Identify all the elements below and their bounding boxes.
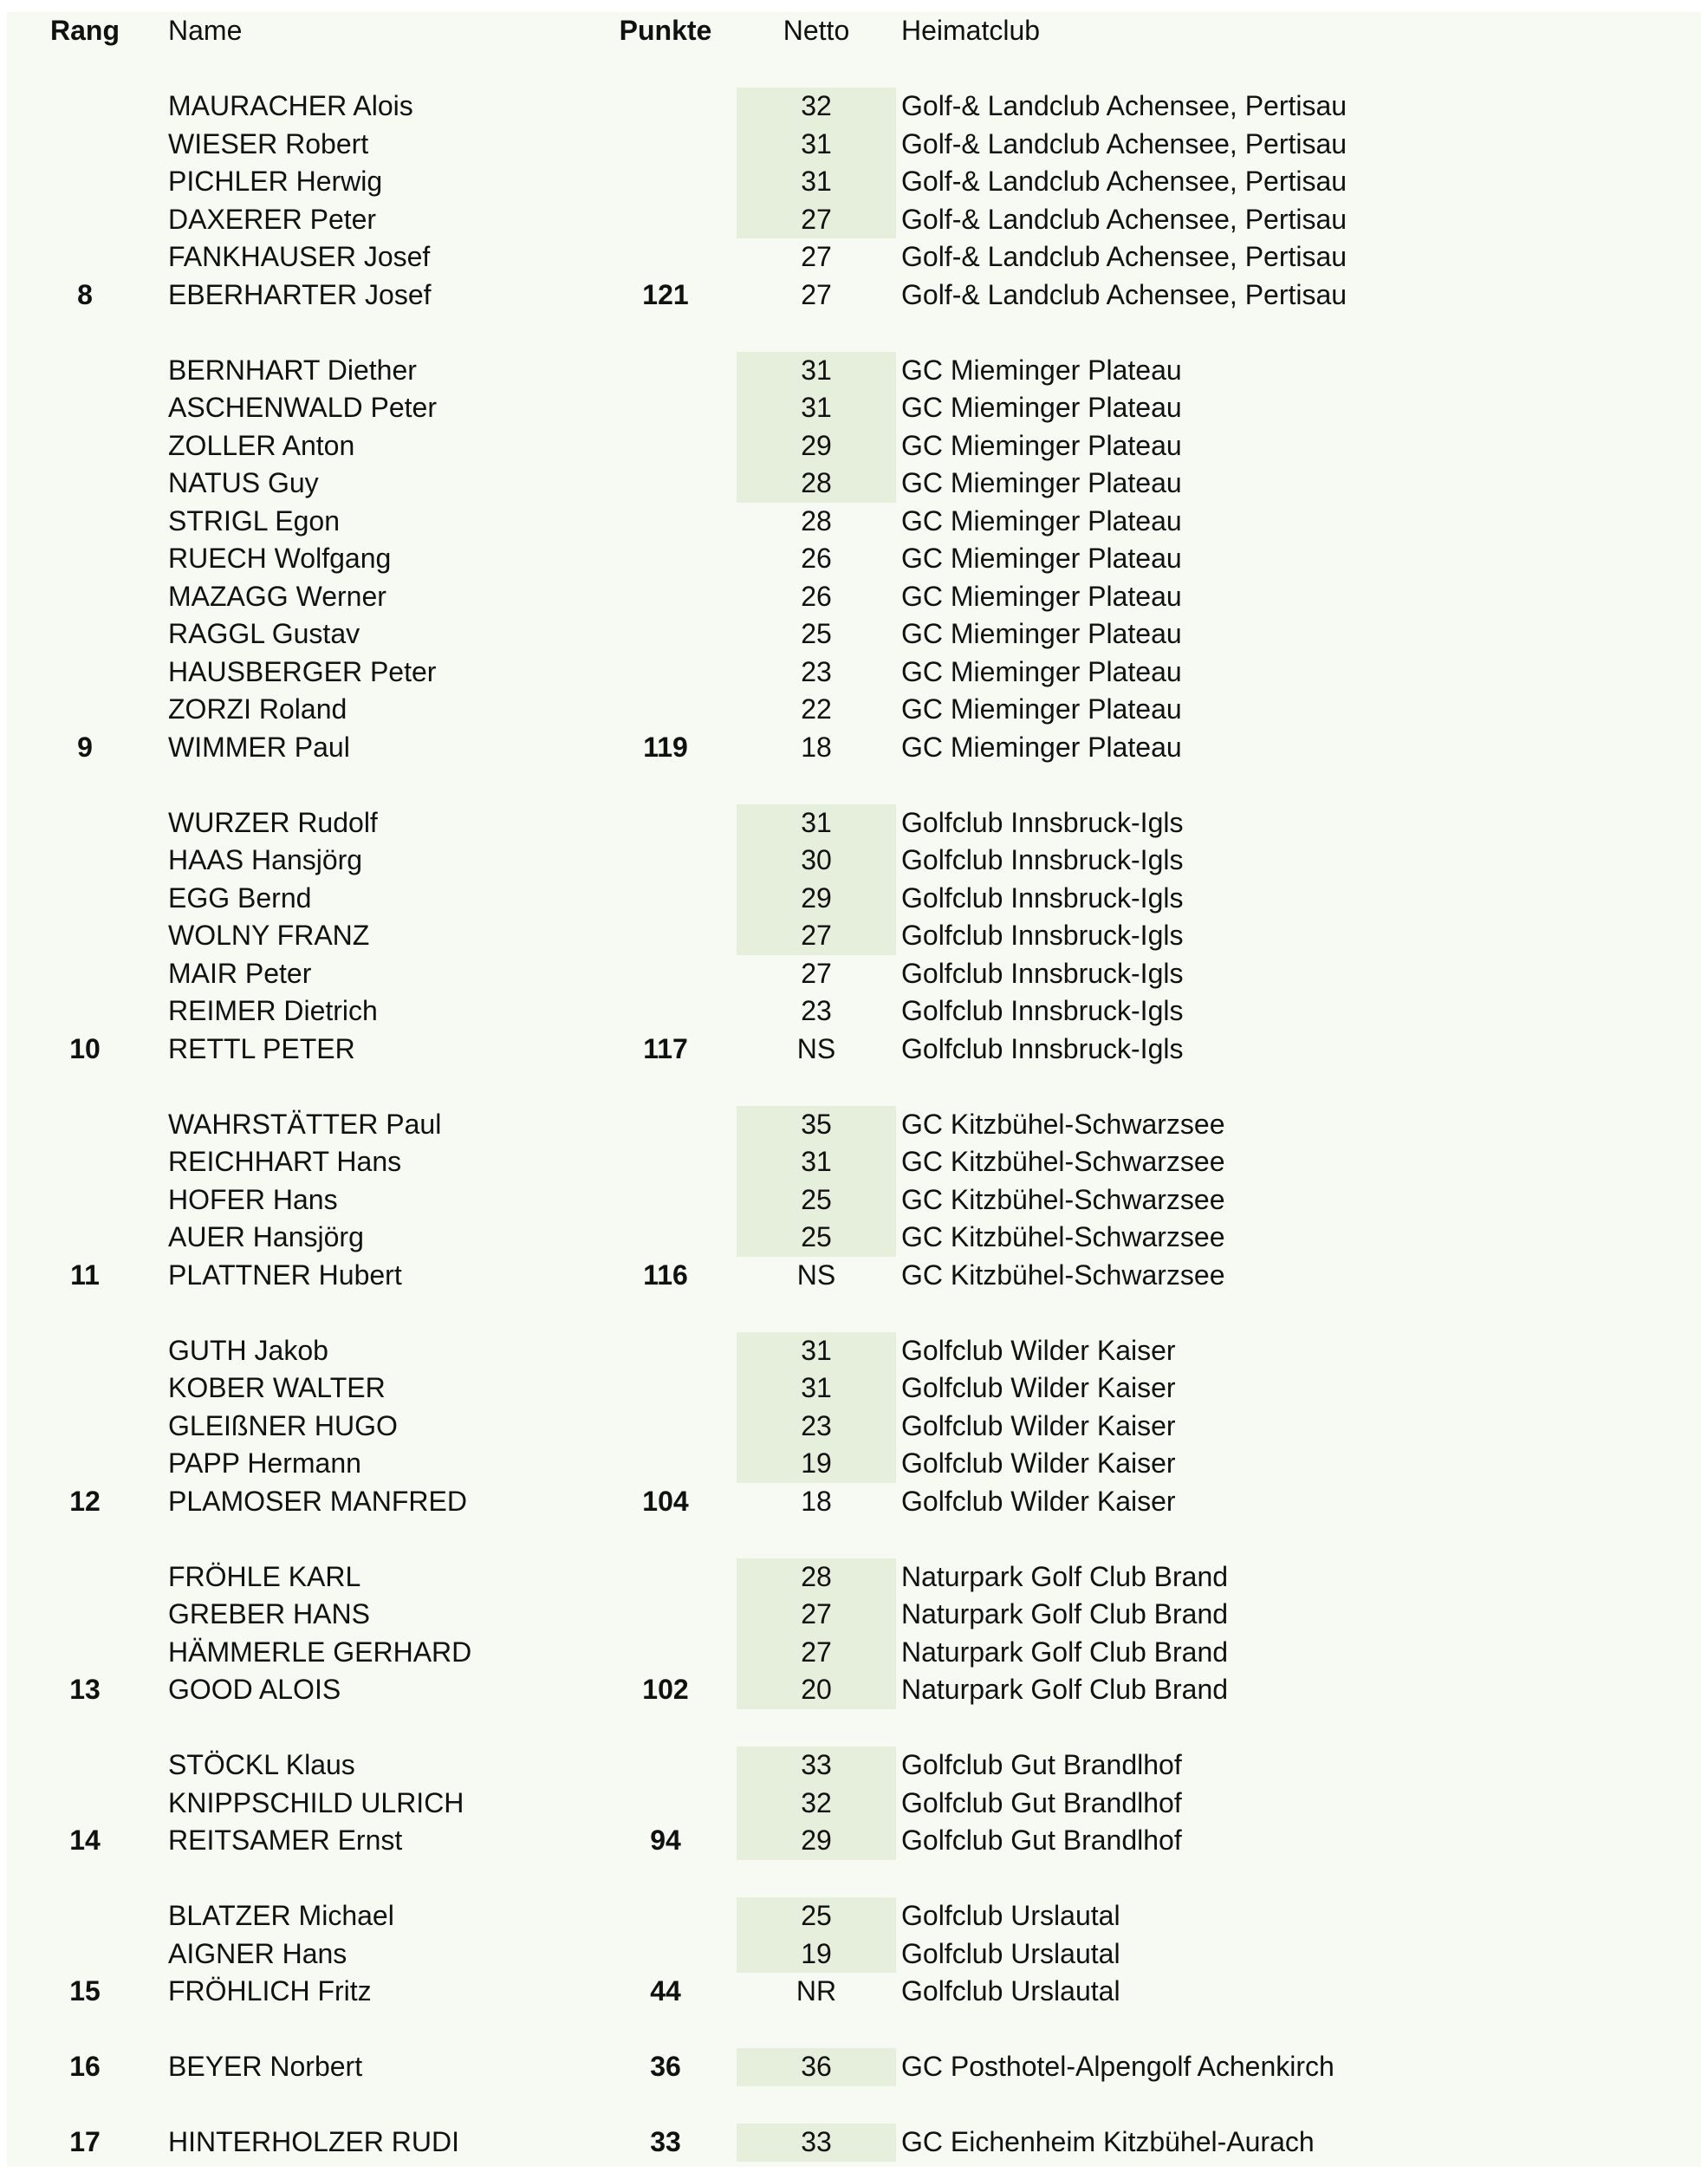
player-row <box>7 654 1701 692</box>
netto-score: 33 <box>737 2124 896 2162</box>
netto-score: 31 <box>737 1143 896 1181</box>
home-club: Golfclub Urslautal <box>901 1937 1120 1969</box>
player-name: GOOD ALOIS <box>168 1674 341 1705</box>
header-club: Heimatclub <box>901 15 1041 46</box>
player-name: ZORZI Roland <box>168 693 347 725</box>
home-club: Naturpark Golf Club Brand <box>901 1598 1229 1629</box>
points-cell: 102 <box>642 1674 689 1705</box>
points-cell <box>596 1785 735 1823</box>
home-club: Golf-& Landclub Achensee, Pertisau <box>901 166 1348 197</box>
points-cell: 119 <box>643 731 688 763</box>
rank-cell <box>50 654 120 692</box>
rank-cell <box>50 1332 120 1370</box>
player-name: FRÖHLE KARL <box>168 1560 361 1592</box>
rank-cell <box>50 1181 120 1220</box>
team-spacer <box>7 2086 1701 2124</box>
netto-score: 25 <box>737 1897 896 1935</box>
player-name: GLEIßNER HUGO <box>168 1409 398 1441</box>
home-club: Golfclub Innsbruck-Igls <box>901 920 1184 951</box>
team-spacer <box>7 766 1701 804</box>
netto-score: 25 <box>737 1219 896 1257</box>
player-name: RUECH Wolfgang <box>168 543 392 574</box>
points-cell <box>596 465 735 503</box>
player-row <box>7 1973 1701 2011</box>
player-row <box>7 1596 1701 1634</box>
rank-cell <box>50 880 120 918</box>
player-name: MAIR Peter <box>168 957 312 989</box>
netto-score: 28 <box>801 504 832 537</box>
home-club: Golf-& Landclub Achensee, Pertisau <box>901 278 1348 310</box>
rank-cell <box>50 1369 120 1408</box>
home-club: GC Kitzbühel-Schwarzsee <box>901 1146 1225 1177</box>
points-cell <box>596 427 735 465</box>
player-name: AUER Hansjörg <box>168 1221 364 1252</box>
points-cell <box>596 1897 735 1935</box>
netto-score: 22 <box>801 693 832 725</box>
netto-score: NS <box>796 1032 836 1064</box>
netto-score: 32 <box>737 88 896 126</box>
points-cell <box>596 1219 735 1257</box>
home-club: Golfclub Innsbruck-Igls <box>901 995 1184 1026</box>
points-cell <box>596 880 735 918</box>
player-row <box>7 389 1701 427</box>
points-cell <box>596 1634 735 1672</box>
points-cell <box>596 540 735 578</box>
player-row <box>7 352 1701 390</box>
netto-score: 31 <box>737 1332 896 1370</box>
home-club: GC Mieminger Plateau <box>901 467 1182 498</box>
home-club: Golf-& Landclub Achensee, Pertisau <box>901 90 1348 121</box>
player-name: MAURACHER Alois <box>168 90 413 121</box>
player-row <box>7 804 1701 842</box>
player-name: RETTL PETER <box>168 1032 355 1064</box>
home-club: GC Mieminger Plateau <box>901 429 1182 461</box>
team-spacer <box>7 1068 1701 1106</box>
points-cell <box>596 654 735 692</box>
player-name: AIGNER Hans <box>168 1937 347 1969</box>
player-row <box>7 992 1701 1031</box>
player-name: REITSAMER Ernst <box>168 1825 403 1856</box>
results-table <box>7 12 1701 2162</box>
home-club: Golf-& Landclub Achensee, Pertisau <box>901 203 1348 235</box>
netto-score: 23 <box>801 995 832 1026</box>
rank-cell <box>50 88 120 126</box>
rank-cell <box>50 1219 120 1257</box>
netto-score: 18 <box>801 731 832 763</box>
points-cell <box>596 1332 735 1370</box>
home-club: Golfclub Wilder Kaiser <box>901 1447 1176 1479</box>
player-name: FRÖHLICH Fritz <box>168 1975 372 2007</box>
points-cell: 121 <box>642 278 689 310</box>
points-cell <box>596 804 735 842</box>
player-name: ZOLLER Anton <box>168 429 355 461</box>
points-cell <box>596 1596 735 1634</box>
points-cell <box>596 917 735 955</box>
rank-cell <box>50 238 120 276</box>
player-row <box>7 1483 1701 1521</box>
points-cell: 36 <box>650 2051 681 2082</box>
netto-score: 35 <box>737 1106 896 1144</box>
rank-cell: 8 <box>77 278 93 310</box>
player-name: GREBER HANS <box>168 1598 370 1629</box>
player-row <box>7 691 1701 729</box>
points-cell <box>596 238 735 276</box>
home-club: GC Mieminger Plateau <box>901 618 1182 649</box>
header-name: Name <box>168 15 243 46</box>
player-name: HÄMMERLE GERHARD <box>168 1636 472 1668</box>
player-row <box>7 1445 1701 1483</box>
home-club: Golfclub Innsbruck-Igls <box>901 957 1184 989</box>
player-row <box>7 1332 1701 1370</box>
player-name: KNIPPSCHILD ULRICH <box>168 1786 464 1818</box>
home-club: Golfclub Gut Brandlhof <box>901 1786 1182 1818</box>
points-cell: 117 <box>643 1032 688 1064</box>
player-name: WOLNY FRANZ <box>168 920 370 951</box>
player-row <box>7 1822 1701 1860</box>
player-row <box>7 1369 1701 1408</box>
rank-cell: 10 <box>69 1032 101 1064</box>
rank-cell <box>50 126 120 164</box>
player-row <box>7 1634 1701 1672</box>
team-spacer <box>7 1294 1701 1332</box>
netto-score: 31 <box>737 352 896 390</box>
player-name: MAZAGG Werner <box>168 580 386 612</box>
rank-cell <box>50 1596 120 1634</box>
player-row <box>7 465 1701 503</box>
netto-score: 32 <box>737 1785 896 1823</box>
player-row <box>7 1181 1701 1220</box>
home-club: GC Mieminger Plateau <box>901 580 1182 612</box>
player-row <box>7 2048 1701 2086</box>
header-netto: Netto <box>783 15 850 46</box>
player-name: PAPP Hermann <box>168 1447 361 1479</box>
points-cell <box>596 578 735 616</box>
points-cell <box>596 201 735 239</box>
player-row <box>7 1219 1701 1257</box>
netto-score: 29 <box>737 1822 896 1860</box>
player-row <box>7 427 1701 465</box>
header-rang: Rang <box>50 15 120 46</box>
rank-cell: 15 <box>69 1975 101 2007</box>
rank-cell <box>50 1634 120 1672</box>
player-name: STÖCKL Klaus <box>168 1749 355 1780</box>
player-row <box>7 615 1701 654</box>
player-row <box>7 201 1701 239</box>
points-cell <box>596 389 735 427</box>
points-cell <box>596 1746 735 1785</box>
player-row <box>7 1106 1701 1144</box>
points-cell <box>596 503 735 541</box>
points-cell <box>596 691 735 729</box>
home-club: Golfclub Urslautal <box>901 1900 1120 1931</box>
netto-score: 19 <box>737 1935 896 1974</box>
home-club: GC Mieminger Plateau <box>901 392 1182 423</box>
player-row <box>7 503 1701 541</box>
rank-cell: 16 <box>69 2051 101 2082</box>
rank-cell <box>50 842 120 880</box>
points-cell <box>596 1369 735 1408</box>
rank-cell <box>50 1106 120 1144</box>
netto-score: 27 <box>801 241 832 272</box>
netto-score: 28 <box>737 1558 896 1597</box>
player-row <box>7 1785 1701 1823</box>
home-club: GC Kitzbühel-Schwarzsee <box>901 1221 1225 1252</box>
points-cell <box>596 352 735 390</box>
netto-score: 29 <box>737 880 896 918</box>
player-name: RAGGL Gustav <box>168 618 360 649</box>
home-club: Golfclub Urslautal <box>901 1975 1120 2007</box>
home-club: GC Mieminger Plateau <box>901 693 1182 725</box>
netto-score: 25 <box>737 1181 896 1220</box>
home-club: Golfclub Wilder Kaiser <box>901 1372 1176 1403</box>
player-name: BERNHART Diether <box>168 354 417 386</box>
player-row <box>7 729 1701 767</box>
player-row <box>7 1671 1701 1709</box>
rank-cell <box>50 1897 120 1935</box>
rank-cell <box>50 992 120 1031</box>
netto-score: 27 <box>737 917 896 955</box>
player-row <box>7 955 1701 993</box>
player-name: HOFER Hans <box>168 1183 338 1215</box>
points-cell <box>596 842 735 880</box>
player-name: NATUS Guy <box>168 467 319 498</box>
player-name: HINTERHOLZER RUDI <box>168 2126 460 2157</box>
home-club: Golf-& Landclub Achensee, Pertisau <box>901 241 1348 272</box>
rank-cell <box>50 1785 120 1823</box>
player-name: EBERHARTER Josef <box>168 278 432 310</box>
rank-cell <box>50 1408 120 1446</box>
home-club: Golfclub Wilder Kaiser <box>901 1334 1176 1366</box>
points-cell <box>596 1106 735 1144</box>
rank-cell <box>50 1558 120 1597</box>
player-row <box>7 1031 1701 1069</box>
netto-score: 31 <box>737 804 896 842</box>
team-spacer <box>7 2011 1701 2049</box>
player-row <box>7 540 1701 578</box>
player-row <box>7 842 1701 880</box>
player-row <box>7 88 1701 126</box>
rank-cell <box>50 1143 120 1181</box>
netto-score: 19 <box>737 1445 896 1483</box>
player-row <box>7 238 1701 276</box>
netto-score: 23 <box>801 655 832 687</box>
home-club: GC Kitzbühel-Schwarzsee <box>901 1183 1225 1215</box>
rank-cell: 9 <box>77 731 93 763</box>
rank-cell <box>50 917 120 955</box>
rank-cell <box>50 804 120 842</box>
player-row <box>7 917 1701 955</box>
points-cell <box>596 163 735 201</box>
rank-cell <box>50 1746 120 1785</box>
home-club: Golfclub Wilder Kaiser <box>901 1485 1176 1517</box>
netto-score: 27 <box>737 1596 896 1634</box>
netto-score: 30 <box>737 842 896 880</box>
netto-score: 36 <box>737 2048 896 2086</box>
player-name: REICHHART Hans <box>168 1146 402 1177</box>
home-club: Golfclub Gut Brandlhof <box>901 1749 1182 1780</box>
rank-cell <box>50 578 120 616</box>
netto-score: 27 <box>737 1634 896 1672</box>
home-club: GC Posthotel-Alpengolf Achenkirch <box>901 2051 1335 2082</box>
home-club: Naturpark Golf Club Brand <box>901 1636 1229 1668</box>
player-name: REIMER Dietrich <box>168 995 378 1026</box>
home-club: GC Mieminger Plateau <box>901 354 1182 386</box>
netto-score: 18 <box>801 1485 832 1517</box>
home-club: Golfclub Innsbruck-Igls <box>901 844 1184 875</box>
points-cell <box>596 1181 735 1220</box>
rank-cell <box>50 691 120 729</box>
home-club: Golfclub Innsbruck-Igls <box>901 806 1184 838</box>
player-row <box>7 1558 1701 1597</box>
home-club: Golf-& Landclub Achensee, Pertisau <box>901 127 1348 159</box>
home-club: Golfclub Innsbruck-Igls <box>901 1032 1184 1064</box>
rank-cell <box>50 389 120 427</box>
home-club: Naturpark Golf Club Brand <box>901 1674 1229 1705</box>
home-club: Golfclub Innsbruck-Igls <box>901 881 1184 914</box>
player-name: WAHRSTÄTTER Paul <box>168 1108 442 1140</box>
points-cell <box>596 1408 735 1446</box>
player-name: PICHLER Herwig <box>168 166 383 197</box>
player-name: STRIGL Egon <box>168 504 341 537</box>
points-cell: 33 <box>650 2126 681 2157</box>
player-row <box>7 1143 1701 1181</box>
points-cell <box>596 992 735 1031</box>
netto-score: 31 <box>737 1369 896 1408</box>
player-name: EGG Bernd <box>168 881 312 914</box>
player-row <box>7 1408 1701 1446</box>
netto-score: 31 <box>737 126 896 164</box>
rank-cell: 17 <box>69 2126 101 2157</box>
player-name: HAUSBERGER Peter <box>168 655 437 687</box>
home-club: GC Mieminger Plateau <box>901 543 1182 574</box>
netto-score: 27 <box>801 278 832 310</box>
player-name: WIESER Robert <box>168 127 369 159</box>
player-row <box>7 1257 1701 1295</box>
home-club: Golfclub Gut Brandlhof <box>901 1825 1182 1856</box>
player-name: BEYER Norbert <box>168 2051 363 2082</box>
netto-score: 27 <box>737 201 896 239</box>
rank-cell <box>50 955 120 993</box>
home-club: GC Mieminger Plateau <box>901 731 1182 763</box>
netto-score: 26 <box>801 543 832 574</box>
header-row <box>7 12 1701 50</box>
netto-score: NS <box>796 1259 836 1291</box>
points-cell <box>596 1935 735 1974</box>
home-club: GC Mieminger Plateau <box>901 504 1182 537</box>
player-name: WURZER Rudolf <box>168 806 378 838</box>
player-row <box>7 578 1701 616</box>
rank-cell <box>50 427 120 465</box>
netto-score: 28 <box>737 465 896 503</box>
player-name: WIMMER Paul <box>168 731 350 763</box>
rank-cell <box>50 1445 120 1483</box>
player-name: PLAMOSER MANFRED <box>168 1485 467 1517</box>
team-spacer <box>7 1709 1701 1747</box>
netto-score: 20 <box>737 1671 896 1709</box>
player-name: PLATTNER Hubert <box>168 1259 402 1291</box>
rank-cell <box>50 615 120 654</box>
netto-score: 25 <box>801 618 832 649</box>
player-row <box>7 1935 1701 1974</box>
rank-cell: 13 <box>69 1674 101 1705</box>
netto-score: 31 <box>737 163 896 201</box>
home-club: Naturpark Golf Club Brand <box>901 1560 1229 1592</box>
points-cell <box>596 1558 735 1597</box>
points-cell <box>596 1445 735 1483</box>
team-spacer <box>7 314 1701 352</box>
rank-cell <box>50 465 120 503</box>
points-cell <box>596 615 735 654</box>
player-name: FANKHAUSER Josef <box>168 241 431 272</box>
rank-cell <box>50 540 120 578</box>
player-name: GUTH Jakob <box>168 1334 328 1366</box>
rank-cell: 11 <box>70 1259 100 1291</box>
points-cell: 116 <box>643 1259 688 1291</box>
header-punkte: Punkte <box>619 15 712 46</box>
netto-score: NR <box>796 1975 837 2007</box>
player-row <box>7 1746 1701 1785</box>
netto-score: 29 <box>737 427 896 465</box>
rank-cell <box>50 1935 120 1974</box>
player-row <box>7 126 1701 164</box>
player-row <box>7 276 1701 315</box>
team-spacer <box>7 1520 1701 1558</box>
netto-score: 31 <box>737 389 896 427</box>
player-row <box>7 1897 1701 1935</box>
player-name: DAXERER Peter <box>168 203 377 235</box>
netto-score: 33 <box>737 1746 896 1785</box>
player-row <box>7 2124 1701 2162</box>
home-club: GC Kitzbühel-Schwarzsee <box>901 1259 1225 1291</box>
player-name: BLATZER Michael <box>168 1900 394 1931</box>
player-row <box>7 163 1701 201</box>
points-cell: 94 <box>650 1825 681 1856</box>
team-spacer <box>7 1860 1701 1898</box>
points-cell: 104 <box>642 1485 689 1517</box>
home-club: GC Eichenheim Kitzbühel-Aurach <box>901 2126 1315 2157</box>
player-name: HAAS Hansjörg <box>168 844 363 875</box>
player-name: KOBER WALTER <box>168 1372 386 1403</box>
rank-cell <box>50 352 120 390</box>
rank-cell: 14 <box>69 1825 101 1856</box>
netto-score: 23 <box>737 1408 896 1446</box>
rank-cell <box>50 201 120 239</box>
home-club: Golfclub Wilder Kaiser <box>901 1409 1176 1441</box>
netto-score: 27 <box>801 957 832 989</box>
points-cell: 44 <box>650 1975 681 2007</box>
points-cell <box>596 955 735 993</box>
rank-cell: 12 <box>69 1485 101 1517</box>
rank-cell <box>50 163 120 201</box>
player-row <box>7 880 1701 918</box>
points-cell <box>596 126 735 164</box>
home-club: GC Mieminger Plateau <box>901 655 1182 687</box>
rank-cell <box>50 503 120 541</box>
netto-score: 26 <box>801 580 832 612</box>
points-cell <box>596 88 735 126</box>
home-club: GC Kitzbühel-Schwarzsee <box>901 1108 1225 1140</box>
points-cell <box>596 1143 735 1181</box>
player-name: ASCHENWALD Peter <box>168 392 437 423</box>
team-spacer <box>7 50 1701 88</box>
